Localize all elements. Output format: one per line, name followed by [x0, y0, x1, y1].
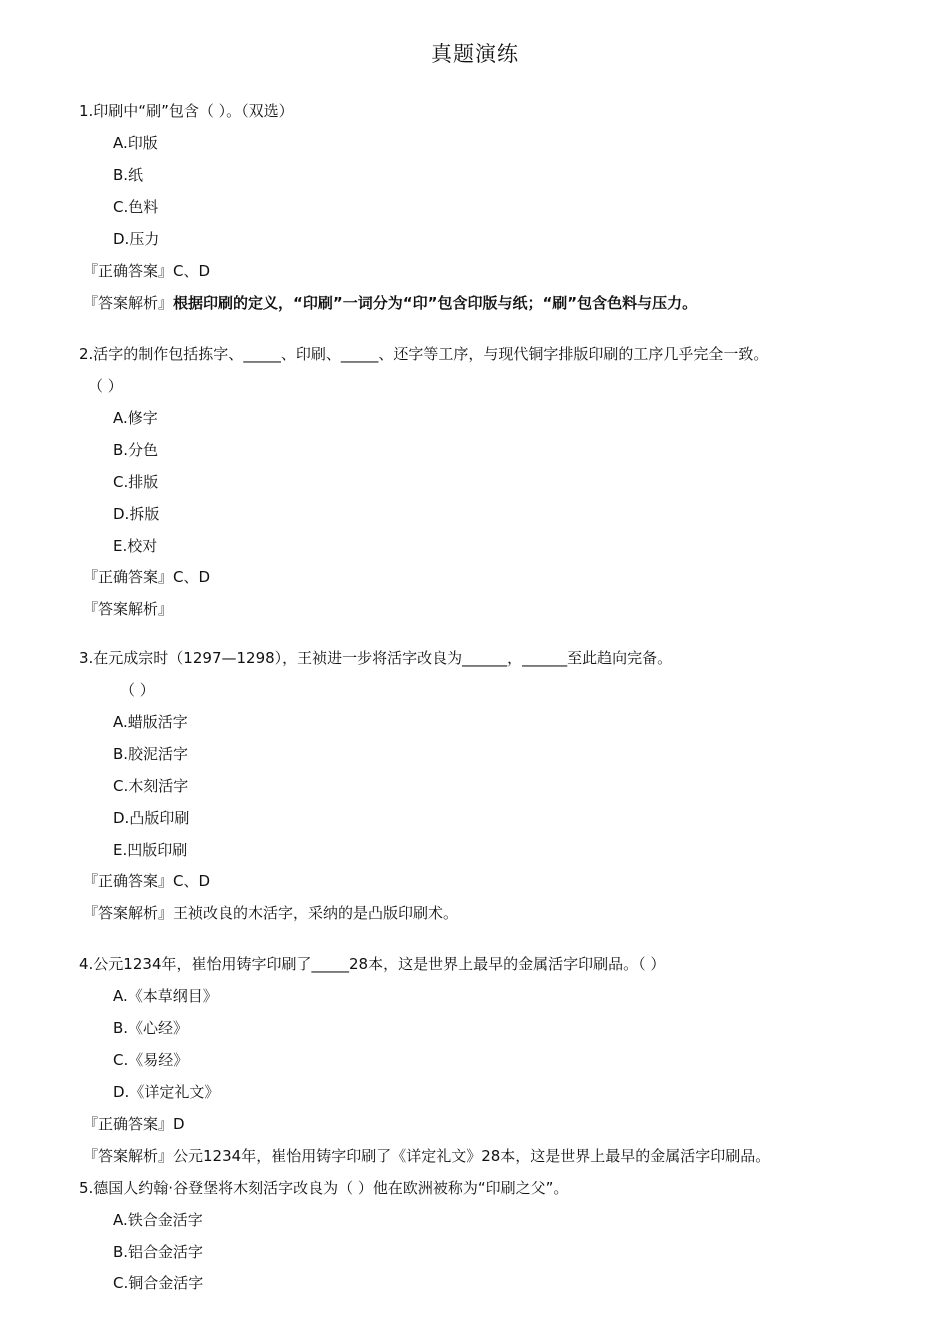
question-2-option-a: A.修字 [113, 409, 158, 427]
question-2-option-b: B.分色 [113, 441, 159, 459]
question-2-option-e: E.校对 [113, 537, 158, 555]
explanation-text: 根据印刷的定义，“印刷”一词分为“印”包含印版与纸；“刷”包含色料与压力。 [173, 294, 698, 312]
answer-label: 『正确答案』 [83, 1115, 174, 1133]
question-5-option-c: C.铜合金活字 [113, 1274, 204, 1292]
question-4-option-d: D.《详定礼文》 [113, 1083, 220, 1101]
question-1-option-b: B.纸 [113, 166, 144, 184]
explanation-label: 『答案解析』 [83, 600, 174, 618]
question-2-option-c: C.排版 [113, 473, 159, 491]
explanation-label: 『答案解析』 [83, 294, 174, 312]
explanation-text: 王祯改良的木活字，采纳的是凸版印刷术。 [173, 904, 459, 922]
question-2-answer [83, 567, 210, 587]
answer-value: D [173, 1115, 185, 1133]
question-5-option-a: A.铁合金活字 [113, 1211, 203, 1229]
question-4-option-b: B.《心经》 [113, 1019, 189, 1037]
answer-label: 『正确答案』 [83, 568, 174, 586]
question-5-stem: 5.德国人约翰·谷登堡将木刻活字改良为（ ）他在欧洲被称为“印刷之父”。 [79, 1179, 569, 1197]
question-3-option-e: E.凹版印刷 [113, 841, 188, 859]
question-4-stem: 4.公元1234年，崔怡用铸字印刷了_____28本，这是世界上最早的金属活字印刷品。（ ） [79, 955, 666, 973]
question-1-stem: 1.印刷中“刷”包含（ ）。（双选） [79, 102, 294, 120]
question-4-explanation [83, 1146, 770, 1166]
question-4-answer [83, 1114, 185, 1134]
answer-value: C、D [173, 262, 211, 280]
question-2-paren: （ ） [88, 377, 123, 395]
question-2-option-d: D.拆版 [113, 505, 160, 523]
question-2-explanation [83, 599, 173, 619]
explanation-label: 『答案解析』 [83, 904, 174, 922]
question-1-option-a: A.印版 [113, 134, 158, 152]
question-3-option-d: D.凸版印刷 [113, 809, 190, 827]
answer-label: 『正确答案』 [83, 872, 174, 890]
explanation-text: 公元1234年，崔怡用铸字印刷了《详定礼文》28本，这是世界上最早的金属活字印刷品。 [173, 1147, 771, 1165]
question-3-paren: （ ） [120, 681, 155, 699]
answer-label: 『正确答案』 [83, 262, 174, 280]
question-3-answer [83, 871, 210, 891]
question-3-stem: 3.在元成宗时（1297—1298），王祯进一步将活字改良为______，______至此趋向完备。 [79, 649, 673, 667]
answer-value: C、D [173, 872, 211, 890]
answer-value: C、D [173, 568, 211, 586]
question-1-answer [83, 261, 210, 281]
explanation-label: 『答案解析』 [83, 1147, 174, 1165]
question-3-explanation [83, 903, 458, 923]
question-1-option-c: C.色料 [113, 198, 159, 216]
page-title: 真题演练 [431, 42, 519, 66]
question-1-explanation [83, 293, 697, 313]
question-3-option-b: B.胶泥活字 [113, 745, 189, 763]
question-3-option-c: C.木刻活字 [113, 777, 189, 795]
question-4-option-a: A.《本草纲目》 [113, 987, 218, 1005]
question-2-stem: 2.活字的制作包括拣字、_____、印刷、_____、还字等工序，与现代铜字排版印刷的工序几乎完全一致。 [79, 345, 769, 363]
question-4-option-c: C.《易经》 [113, 1051, 189, 1069]
question-3-option-a: A.蜡版活字 [113, 713, 188, 731]
question-1-option-d: D.压力 [113, 230, 160, 248]
question-5-option-b: B.铝合金活字 [113, 1243, 204, 1261]
